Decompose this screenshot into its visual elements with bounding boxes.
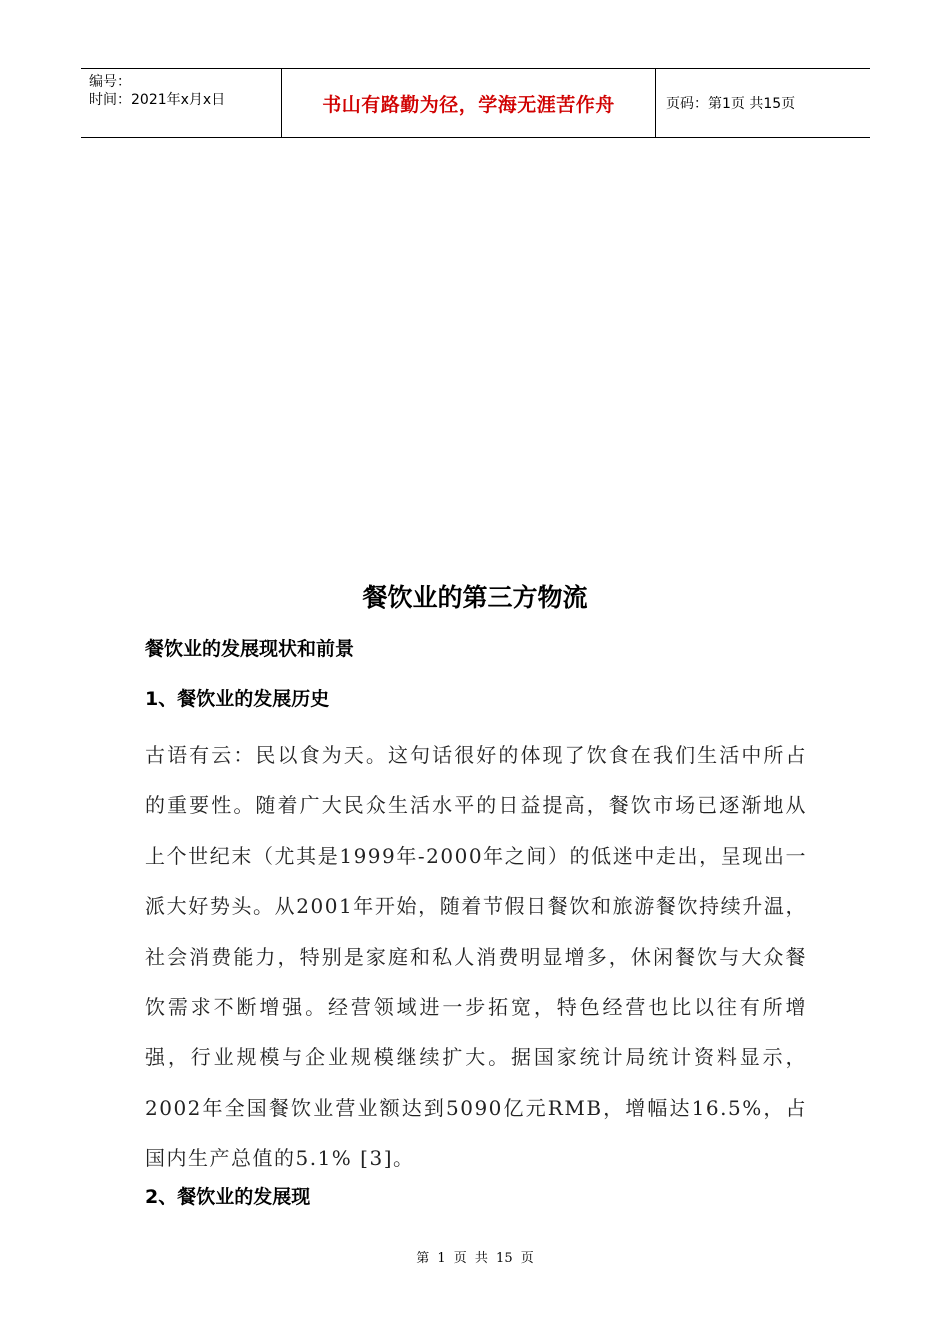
header-motto: 书山有路勤为径，学海无涯苦作舟 xyxy=(281,69,656,137)
header-page-info: 页码：第1页 共15页 xyxy=(666,96,796,112)
number-label: 编号： xyxy=(89,74,131,90)
section-title: 餐饮业的发展现状和前景 xyxy=(145,638,355,660)
page-header xyxy=(81,68,870,138)
header-meta xyxy=(81,69,281,137)
time-label: 时间：2021年x月x日 xyxy=(89,92,226,108)
page-footer: 第 1 页 共 15 页 xyxy=(416,1251,534,1266)
subsection-title-1: 1、餐饮业的发展历史 xyxy=(145,688,330,710)
subsection-title-2: 2、餐饮业的发展现 xyxy=(145,1186,311,1208)
document-title: 餐饮业的第三方物流 xyxy=(362,583,588,612)
body-paragraph: 古语有云：民以食为天。这句话很好的体现了饮食在我们生活中所占的重要性。随着广大民众生活水平的日益提高，餐饮市场已逐渐地从上个世纪末（尤其是1999年-2000年之间）的低迷中走出，呈现出一派大好势头。从2001年开始，随着节假日餐饮和旅游餐饮持续升温，社会消费能力，特别是家庭和私人消费明显增多，休闲餐饮与大众餐饮需求不断增强。经营领域进一步拓宽，特色经营也比以往有所增强，行业规模与企业规模继续扩大。据国家统计局统计资料显示，2002年全国餐饮业营业额达到5090亿元RMB，增幅达16.5%，占国内生产总值的5.1% [3]。 xyxy=(145,743,807,1171)
